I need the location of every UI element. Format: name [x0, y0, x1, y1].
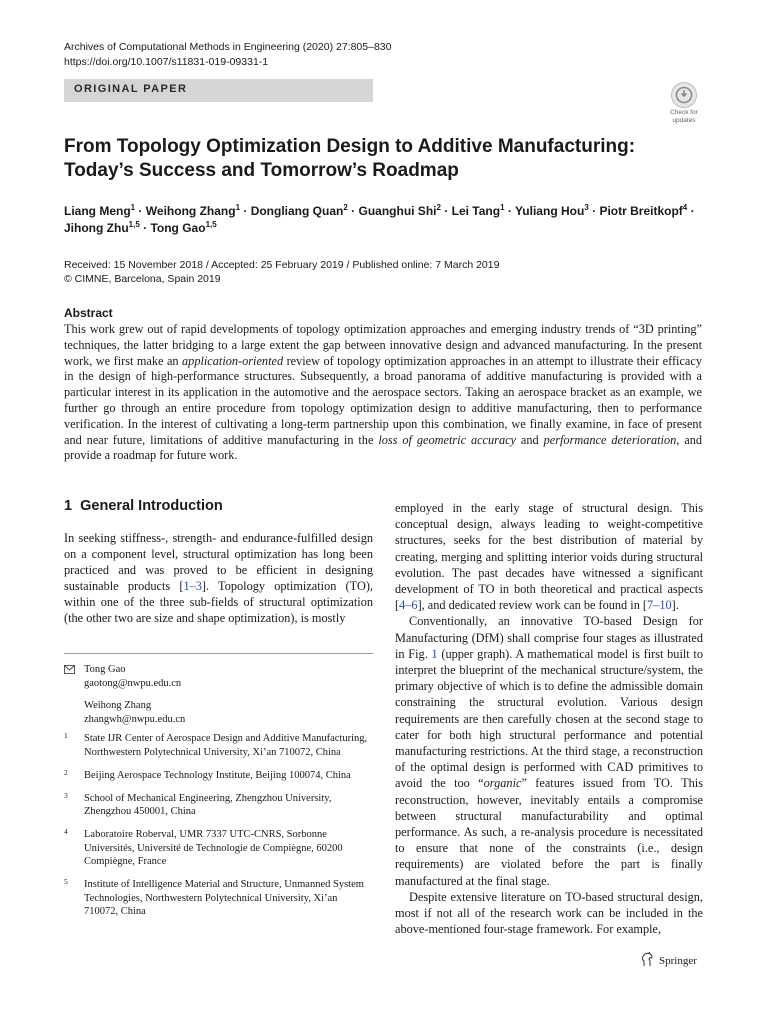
journal-citation: Archives of Computational Methods in Engineering (2020) 27:805–830 [64, 41, 392, 53]
author-name[interactable]: Liang Meng [64, 204, 131, 218]
author-name[interactable]: Yuliang Hou [514, 204, 585, 218]
body-text: ]. [671, 598, 679, 613]
left-column-text [64, 530, 373, 627]
author-name[interactable]: Dongliang Quan [250, 204, 344, 218]
affiliation-text: School of Mechanical Engineering, Zhengzhou University, Zhengzhou 450001, China [84, 792, 332, 817]
author-affiliation-mark: 1,5 [205, 220, 217, 229]
affiliation-number: 3 [64, 790, 68, 800]
body-text: Despite extensive literature on TO-based structural design, most if not all of the research work can be included in the above-mentioned four-stage framework. For example, [395, 889, 703, 937]
author-affiliation-mark: 2 [343, 203, 348, 212]
author-affiliation-mark: 1,5 [128, 220, 140, 229]
body-text: In seeking stiffness-, strength- and endurance-fulfilled design on a component level, structural optimization has long been practiced and was proved to be efficient in designing sustainable products [ [64, 531, 373, 594]
check-for-updates-badge[interactable] [665, 82, 703, 124]
citation-link[interactable]: 4–6 [399, 598, 418, 613]
mail-icon [64, 665, 75, 679]
paper-title [64, 135, 704, 183]
section-title: General Introduction [80, 498, 223, 514]
affiliation-number: 5 [64, 877, 68, 886]
author-affiliation-mark: 1 [235, 203, 241, 212]
author-name[interactable]: Weihong Zhang [145, 204, 236, 218]
affiliation-entry [64, 828, 373, 869]
body-text: ]. Topology optimization (TO), within one of the three sub-fields of structural optimization (the other two are size and shape optimization), is mostly [64, 579, 373, 626]
publisher-mark [640, 952, 697, 970]
affiliation-entry [64, 769, 373, 783]
corresponding-contacts [64, 663, 373, 735]
affiliation-entry [64, 792, 373, 819]
author-name[interactable]: Guanghui Shi [358, 204, 437, 218]
section-number: 1 [64, 498, 73, 514]
author-affiliation-mark: 1 [130, 203, 136, 212]
affiliation-text: Laboratoire Roberval, UMR 7337 UTC-CNRS, Sorbonne Universités, Université de Technologie de Compiègne, 60200 Compiègne, France [84, 829, 343, 867]
contact-entry [64, 663, 373, 691]
author-affiliation-mark: 4 [682, 203, 688, 212]
abstract-text: , and provide a roadmap for future work. [64, 432, 703, 463]
title-line-2: Today’s Success and Tomorrow’s Roadmap [64, 160, 459, 181]
contact-entry [64, 699, 373, 727]
abstract-text: and [516, 432, 544, 447]
journal-header [64, 40, 391, 70]
citation-link[interactable]: 7–10 [647, 598, 672, 613]
affiliation-entry [64, 878, 373, 919]
abstract-emphasis: application-oriented [182, 353, 284, 368]
title-line-1: From Topology Optimization Design to Additive Manufacturing: [64, 136, 636, 157]
contact-name: Tong Gao [84, 664, 126, 675]
abstract-text: review of topology optimization approaches in an attempt to illustrate their efficacy in the design of high-performance structures. Subsequently, a broad panorama of additive manufacturing is provided with a particular interest in its application in the automotive and the aerospace sectors. Taking an aerospace bracket as an example, we further go through an entire procedure from topology optimization design to additive manufacturing, then to performance verification. In the interest of cultivating a long-term partnership upon this combination, we finally examine, in face of present and near future, limitations of additive manufacturing in the [64, 353, 702, 447]
abstract-body [64, 322, 702, 464]
abstract-emphasis: performance deterioration [543, 432, 677, 447]
paper-type-bar [64, 79, 373, 102]
abstract-text: This work grew out of rapid developments of topology optimization approaches and emerging industry trends of “3D printing” techniques, the latter bridging to a large extent the gap between innovative design and advanced manufacturing. In the present work, we first make an [64, 322, 702, 368]
footnote-divider [64, 653, 373, 654]
affiliation-text: Beijing Aerospace Technology Institute, Beijing 100074, China [84, 769, 351, 781]
body-emphasis: organic [483, 776, 522, 791]
author-name[interactable]: Piotr Breitkopf [599, 204, 683, 218]
contact-email[interactable]: zhangwh@nwpu.edu.cn [84, 714, 186, 725]
author-name[interactable]: Tong Gao [150, 221, 206, 235]
body-text: ], and dedicated review work can be found in [ [417, 598, 648, 613]
body-text: ” features issued from TO. This reconstruction, however, inevitably entails a compromise between structural manufacturability and optimal performance. As such, a re-analysis procedure is necessitated to ensure that none of the constraints (i.e., design requirements) are violated before the part is finally manufactured at the final stage. [395, 776, 703, 888]
springer-horse-icon [640, 952, 654, 970]
right-column-text [395, 500, 703, 937]
publication-dates [64, 258, 499, 286]
publisher-name: Springer [659, 955, 697, 967]
body-text: employed in the early stage of structural design. This conceptual design, always leading to weight-competitive structures, seeks for the best distribution of material by creating, merging and splitting interior voids during structural evolution. The past decades have witnessed a significant development of TO in both theoretical and practical aspects [ [395, 501, 703, 613]
abstract-emphasis: loss of geometric accuracy [378, 432, 517, 447]
author-name[interactable]: Lei Tang [451, 204, 501, 218]
affiliation-number: 4 [64, 827, 68, 836]
contact-email[interactable]: gaotong@nwpu.edu.cn [84, 678, 182, 689]
affiliation-number: 2 [64, 767, 68, 777]
date-history: Received: 15 November 2018 / Accepted: 25 February 2019 / Published online: 7 March 2019 [64, 259, 500, 271]
section-heading [64, 498, 223, 514]
paragraph [395, 613, 703, 888]
author-affiliation-mark: 1 [500, 203, 505, 212]
check-updates-text-1: Check for [670, 109, 698, 116]
author-list: Liang Meng$^1$ · Weihong Zhang$^1$ · Dongliang Quan$^2$ · Guanghui Shi$^2$ · Lei Tang$^1$ · Yuliang Hou$^3$ · Piotr Breitkopf$^4$ · Jihong Zhu$^{1,5}$ · Tong Gao$^{1,5}$ [64, 203, 695, 235]
copyright-line: © CIMNE, Barcelona, Spain 2019 [64, 273, 221, 285]
author-name[interactable]: Jihong Zhu [64, 221, 129, 235]
figure-link[interactable]: 1 [431, 646, 438, 661]
check-updates-text-2: updates [672, 117, 696, 124]
paper-type-label: ORIGINAL PAPER [74, 83, 188, 95]
affiliation-number: 1 [64, 731, 68, 740]
author-affiliation-mark: 2 [436, 203, 441, 212]
affiliation-text: Institute of Intelligence Material and Structure, Unmanned System Technologies, Northwestern Polytechnical University, Xi’an 710072, China [84, 879, 364, 917]
abstract-heading: Abstract [64, 306, 113, 320]
affiliation-text: State IJR Center of Aerospace Design and Additive Manufacturing, Northwestern Polytechnical University, Xi’an 710072, China [84, 733, 368, 758]
affiliation-list [64, 732, 373, 928]
body-text: (upper graph). A mathematical model is first built to interpret the blueprint of the mechanical structure/system, the primary objective of which is to define the admissible domain constraining the structural evolution. Various design requirements are then carefully chosen at the second stage to cater for both high structural performance and potential manufacturing restrictions. At the third stage, a reconstruction of the optimal design is performed with CAD primitives to avoid the too “ [395, 646, 703, 791]
affiliation-entry [64, 732, 373, 759]
check-updates-icon [671, 82, 697, 108]
author-affiliation-mark: 3 [584, 203, 589, 212]
doi-link[interactable]: https://doi.org/10.1007/s11831-019-09331-1 [64, 56, 269, 68]
paragraph [395, 500, 703, 613]
body-text: Conventionally, an innovative TO-based Design for Manufacturing (DfM) shall comprise four stages as illustrated in Fig. [395, 614, 703, 661]
citation-link[interactable]: 1–3 [183, 579, 202, 594]
paragraph [395, 889, 703, 938]
contact-name: Weihong Zhang [84, 700, 152, 711]
paragraph [64, 530, 373, 627]
